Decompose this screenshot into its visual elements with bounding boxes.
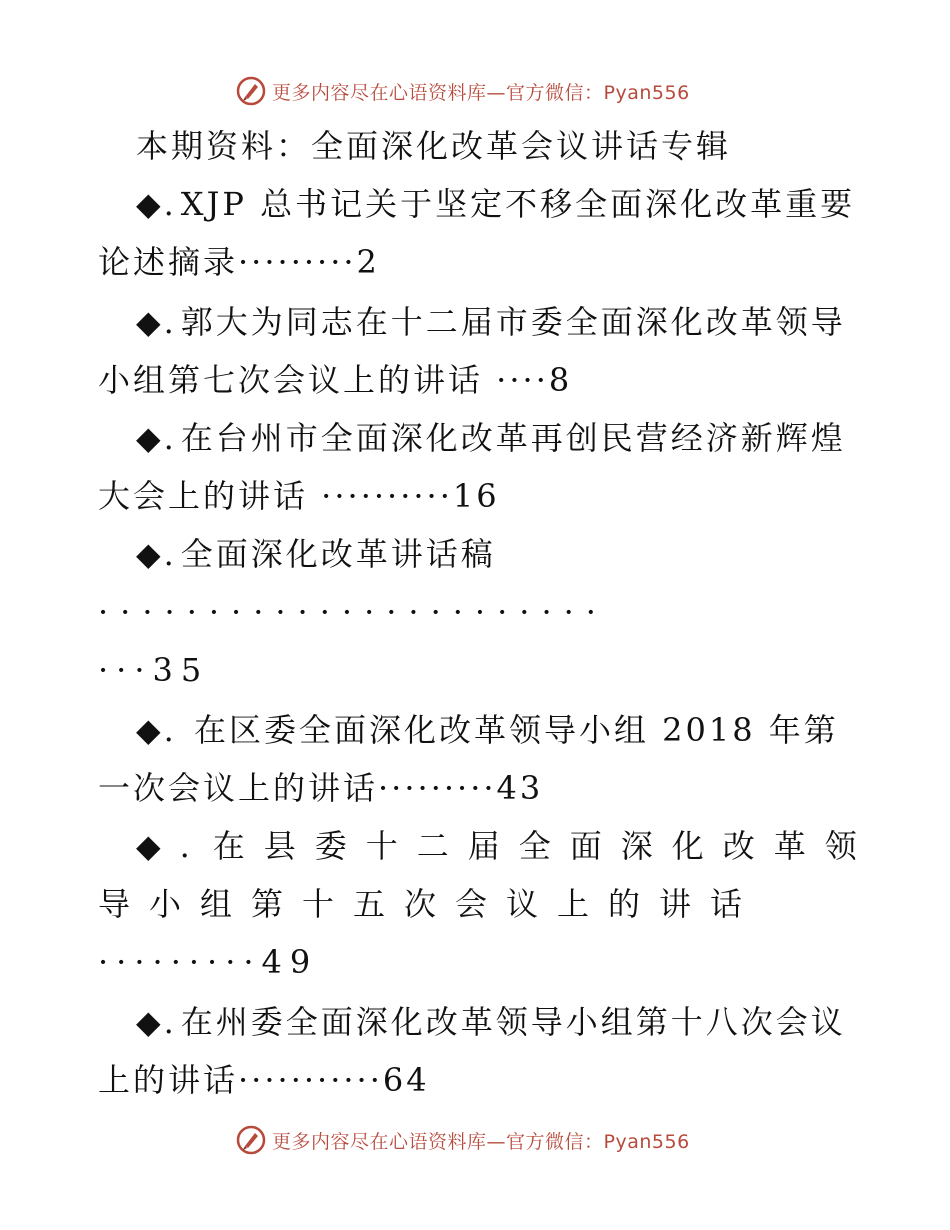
toc-item-4-page: ···35 [98,651,210,689]
banner-text: 更多内容尽在心语资料库—官方微信：Pyan556 [272,1130,690,1153]
toc-item-5 [136,710,896,750]
pen-nib-logo-icon [236,1125,266,1155]
toc-item-text: XJP 总书记关于坚定不移全面深化改革重要 [180,185,856,223]
toc-item-1 [136,184,896,224]
toc-item-4 [136,534,896,574]
diamond-bullet-icon: ◆. [136,1003,177,1041]
toc-item-1-continuation: 论述摘录·········2 [98,243,380,281]
footer-banner [236,1123,690,1157]
toc-item-6 [136,826,896,866]
toc-item-5-continuation: 一次会议上的讲话·········43 [98,769,544,807]
toc-item-3-continuation: 大会上的讲话 ··········16 [98,477,500,515]
toc-item-2-continuation: 小组第七次会议上的讲话 ····8 [98,361,573,399]
toc-item-text: 全面深化改革讲话稿 [180,535,496,573]
toc-item-2 [136,302,896,342]
toc-item-text: 在州委全面深化改革领导小组第十八次会议 [180,1003,846,1041]
toc-item-6-page: ·········49 [98,943,319,981]
toc-item-text: 在区委全面深化改革领导小组 2018 年第 [180,711,839,749]
toc-item-7-continuation: 上的讲话···········64 [98,1061,430,1099]
pen-nib-logo-icon [236,76,266,106]
diamond-bullet-icon: ◆. [136,185,177,223]
diamond-bullet-icon: ◆. [136,827,209,865]
toc-item-4-leader-dots: ······················· [98,593,608,631]
diamond-bullet-icon: ◆. [136,535,177,573]
header-banner [236,74,690,108]
banner-text: 更多内容尽在心语资料库—官方微信：Pyan556 [272,81,690,104]
toc-item-text: 在县委十二届全面深化改革领 [212,827,876,865]
toc-item-text: 在台州市全面深化改革再创民营经济新辉煌 [180,419,846,457]
toc-item-6-continuation: 导小组第十五次会议上的讲话 [98,885,762,923]
diamond-bullet-icon: ◆. [136,419,177,457]
diamond-bullet-icon: ◆. [136,303,177,341]
toc-item-7 [136,1002,896,1042]
page-title: 本期资料：全面深化改革会议讲话专辑 [136,127,732,165]
toc-item-3 [136,418,896,458]
diamond-bullet-icon: ◆. [136,711,177,749]
toc-item-text: 郭大为同志在十二届市委全面深化改革领导 [180,303,846,341]
